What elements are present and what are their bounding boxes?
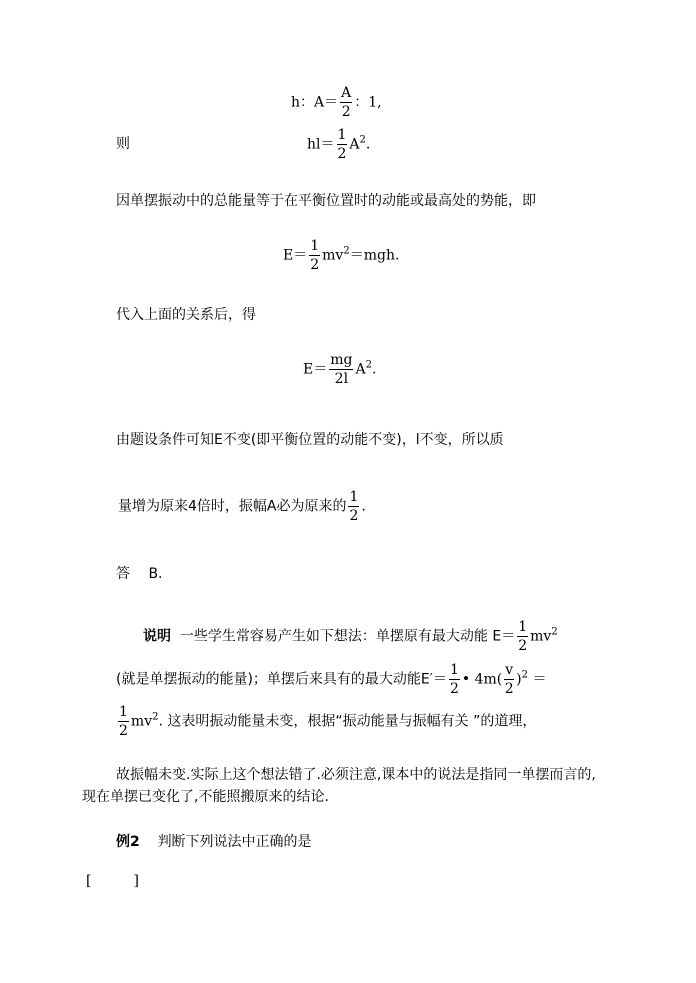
eq2-exponent: 2 [359,134,366,146]
note-line-3 [116,705,536,738]
fraction-den: 2 [449,681,459,697]
fraction-mg-over-2l [329,353,353,386]
eq4-rhs: A [355,361,366,378]
paragraph-mass [118,490,366,523]
equation-energy [283,239,399,272]
para4-text: 量增为原来4倍时，振幅A必为原来的 [118,498,347,515]
note-line3-exponent: 2 [152,711,159,723]
para4-end: . [361,498,366,515]
eq2-end: . [365,136,371,153]
fraction-num: 1 [449,662,459,678]
fraction-num: mg [330,352,353,368]
fraction-den: 2 [518,638,528,654]
fraction-1-over-2 [118,705,129,738]
fraction-1-over-2 [517,620,528,653]
answer-bracket: [ ] [86,873,139,889]
equation-h-ratio [291,86,382,119]
note-line3-text: . 这表明振动能量未变，根据“振动能量与振幅有关 ”的道理， [158,713,537,730]
note-label: 说明 [143,628,171,645]
fraction-1-over-2 [449,663,460,696]
fraction-v-over-2 [504,663,514,696]
note-line2-mid: • 4m( [461,671,503,688]
note-line-2 [116,663,546,696]
note-line2-eq: ＝ [532,671,547,688]
paragraph-conclusion-1: 故振幅未变.实际上这个想法错了.必须注意,课本中的说法是指同一单摆而言的, [116,767,596,783]
fraction-den: 2l [334,371,349,387]
note-line-1 [143,620,558,653]
fraction-num: 1 [518,619,528,635]
eq2-lhs: hl＝ [307,136,335,153]
note-line2-exponent: 2 [521,669,528,681]
fraction-num: 1 [349,489,359,505]
eq2-rhs: A [349,136,360,153]
fraction-1-over-2 [348,490,359,523]
paragraph-conclusion-2: 现在单摆已变化了,不能照搬原来的结论. [82,789,329,805]
fraction-1-over-2 [309,239,320,272]
note-line3-mid: mv [130,713,153,730]
eq4-lhs: E＝ [303,361,328,378]
then-label: 则 [116,136,130,152]
fraction-den: 2 [310,257,320,273]
eq3-mid: mv [322,247,344,264]
eq3-exponent: 2 [343,245,350,257]
fraction-num: 1 [310,238,320,254]
eq4-end: . [371,361,377,378]
fraction-den: 2 [349,508,359,524]
eq3-rhs: ＝mgh. [349,247,400,264]
fraction-den: 2 [504,681,514,697]
fraction-num: v [505,662,514,678]
fraction-den: 2 [119,723,128,739]
eq1-lhs: h：A＝ [291,94,339,111]
note-line1-end: mv [530,628,552,645]
fraction-den: 2 [341,104,351,120]
fraction-den: 2 [337,146,347,162]
example-heading [116,835,312,849]
eq4-exponent: 2 [365,359,372,371]
paragraph-energy: 因单摆振动中的总能量等于在平衡位置时的动能或最高处的势能，即 [116,193,536,209]
answer-line: 答 B. [116,566,163,582]
fraction-num: 1 [337,127,347,143]
fraction-1-over-2 [337,128,348,161]
paragraph-substitute: 代入上面的关系后，得 [116,307,256,323]
eq1-rhs: ：1, [354,94,382,111]
fraction-num: A [341,85,352,101]
note-line2-end: ) [516,671,522,688]
fraction-a-over-2 [340,86,352,119]
fraction-num: 1 [119,704,128,720]
note-line1-text: 一些学生常容易产生如下想法：单摆原有最大动能 E＝ [179,628,516,645]
example-text: 判断下列说法中正确的是 [157,834,312,850]
eq3-lhs: E＝ [283,247,308,264]
note-line1-exponent: 2 [551,626,558,638]
example-label: 例2 [116,834,140,850]
equation-energy-amplitude [303,353,376,386]
equation-hl [307,128,370,161]
paragraph-condition: 由题设条件可知E不变(即平衡位置的动能不变)，l不变，所以质 [116,432,504,448]
note-line2-text: (就是单摆振动的能量)；单摆后来具有的最大动能E′＝ [116,671,447,688]
